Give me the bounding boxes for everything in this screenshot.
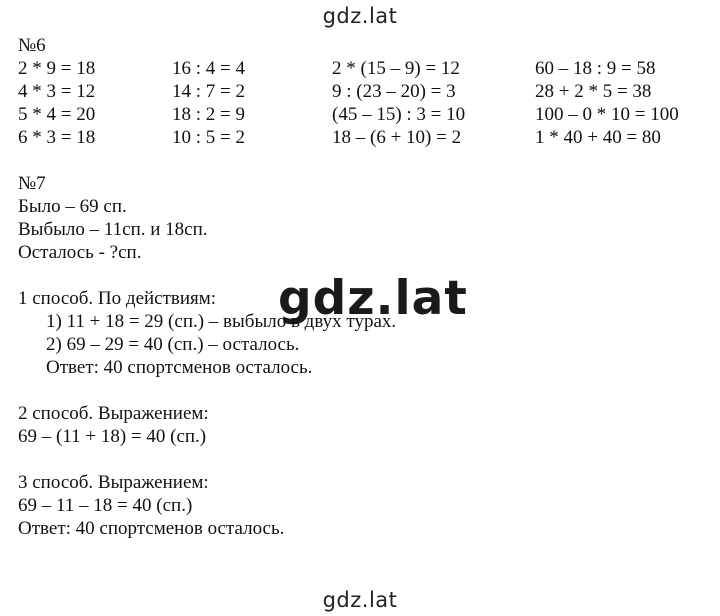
example-cell: 5 * 4 = 20 [18,104,96,125]
condition-line: Осталось - ?сп. [18,242,142,263]
watermark-bottom: gdz.lat [322,588,398,612]
method3-answer: Ответ: 40 спортсменов осталось. [18,518,285,539]
example-cell: 4 * 3 = 12 [18,81,96,102]
method1-answer: Ответ: 40 спортсменов осталось. [46,357,313,378]
method1-step: 1) 11 + 18 = 29 (сп.) – выбыло в двух турах. [46,311,397,332]
example-cell: 16 : 4 = 4 [172,58,245,79]
example-cell: 1 * 40 + 40 = 80 [535,127,661,148]
condition-line: Было – 69 сп. [18,196,127,217]
task6-title: №6 [18,35,46,56]
method2-title: 2 способ. Выражением: [18,403,209,424]
example-cell: (45 – 15) : 3 = 10 [332,104,466,125]
example-cell: 2 * 9 = 18 [18,58,96,79]
spacer [18,448,715,471]
example-cell: 2 * (15 – 9) = 12 [332,58,460,79]
example-cell: 9 : (23 – 20) = 3 [332,81,456,102]
method3-title: 3 способ. Выражением: [18,472,209,493]
method3-expression: 69 – 11 – 18 = 40 (сп.) [18,495,193,516]
method1-step: 2) 69 – 29 = 40 (сп.) – осталось. [46,334,300,355]
example-cell: 10 : 5 = 2 [172,127,245,148]
example-cell: 60 – 18 : 9 = 58 [535,58,656,79]
condition-line: Выбыло – 11сп. и 18сп. [18,219,208,240]
example-cell: 100 – 0 * 10 = 100 [535,104,679,125]
watermark-center: gdz.lat [278,271,468,326]
method2-expression: 69 – (11 + 18) = 40 (сп.) [18,426,207,447]
task7-title: №7 [18,173,46,194]
example-cell: 28 + 2 * 5 = 38 [535,81,652,102]
example-cell: 6 * 3 = 18 [18,127,96,148]
watermark-top: gdz.lat [322,4,398,28]
example-cell: 14 : 7 = 2 [172,81,245,102]
spacer [18,379,715,402]
task6-examples-grid [18,57,715,149]
spacer [18,149,715,172]
solution-document [18,34,715,540]
example-cell: 18 – (6 + 10) = 2 [332,127,462,148]
example-cell: 18 : 2 = 9 [172,104,245,125]
method1-title: 1 способ. По действиям: [18,288,217,309]
spacer [18,264,715,287]
